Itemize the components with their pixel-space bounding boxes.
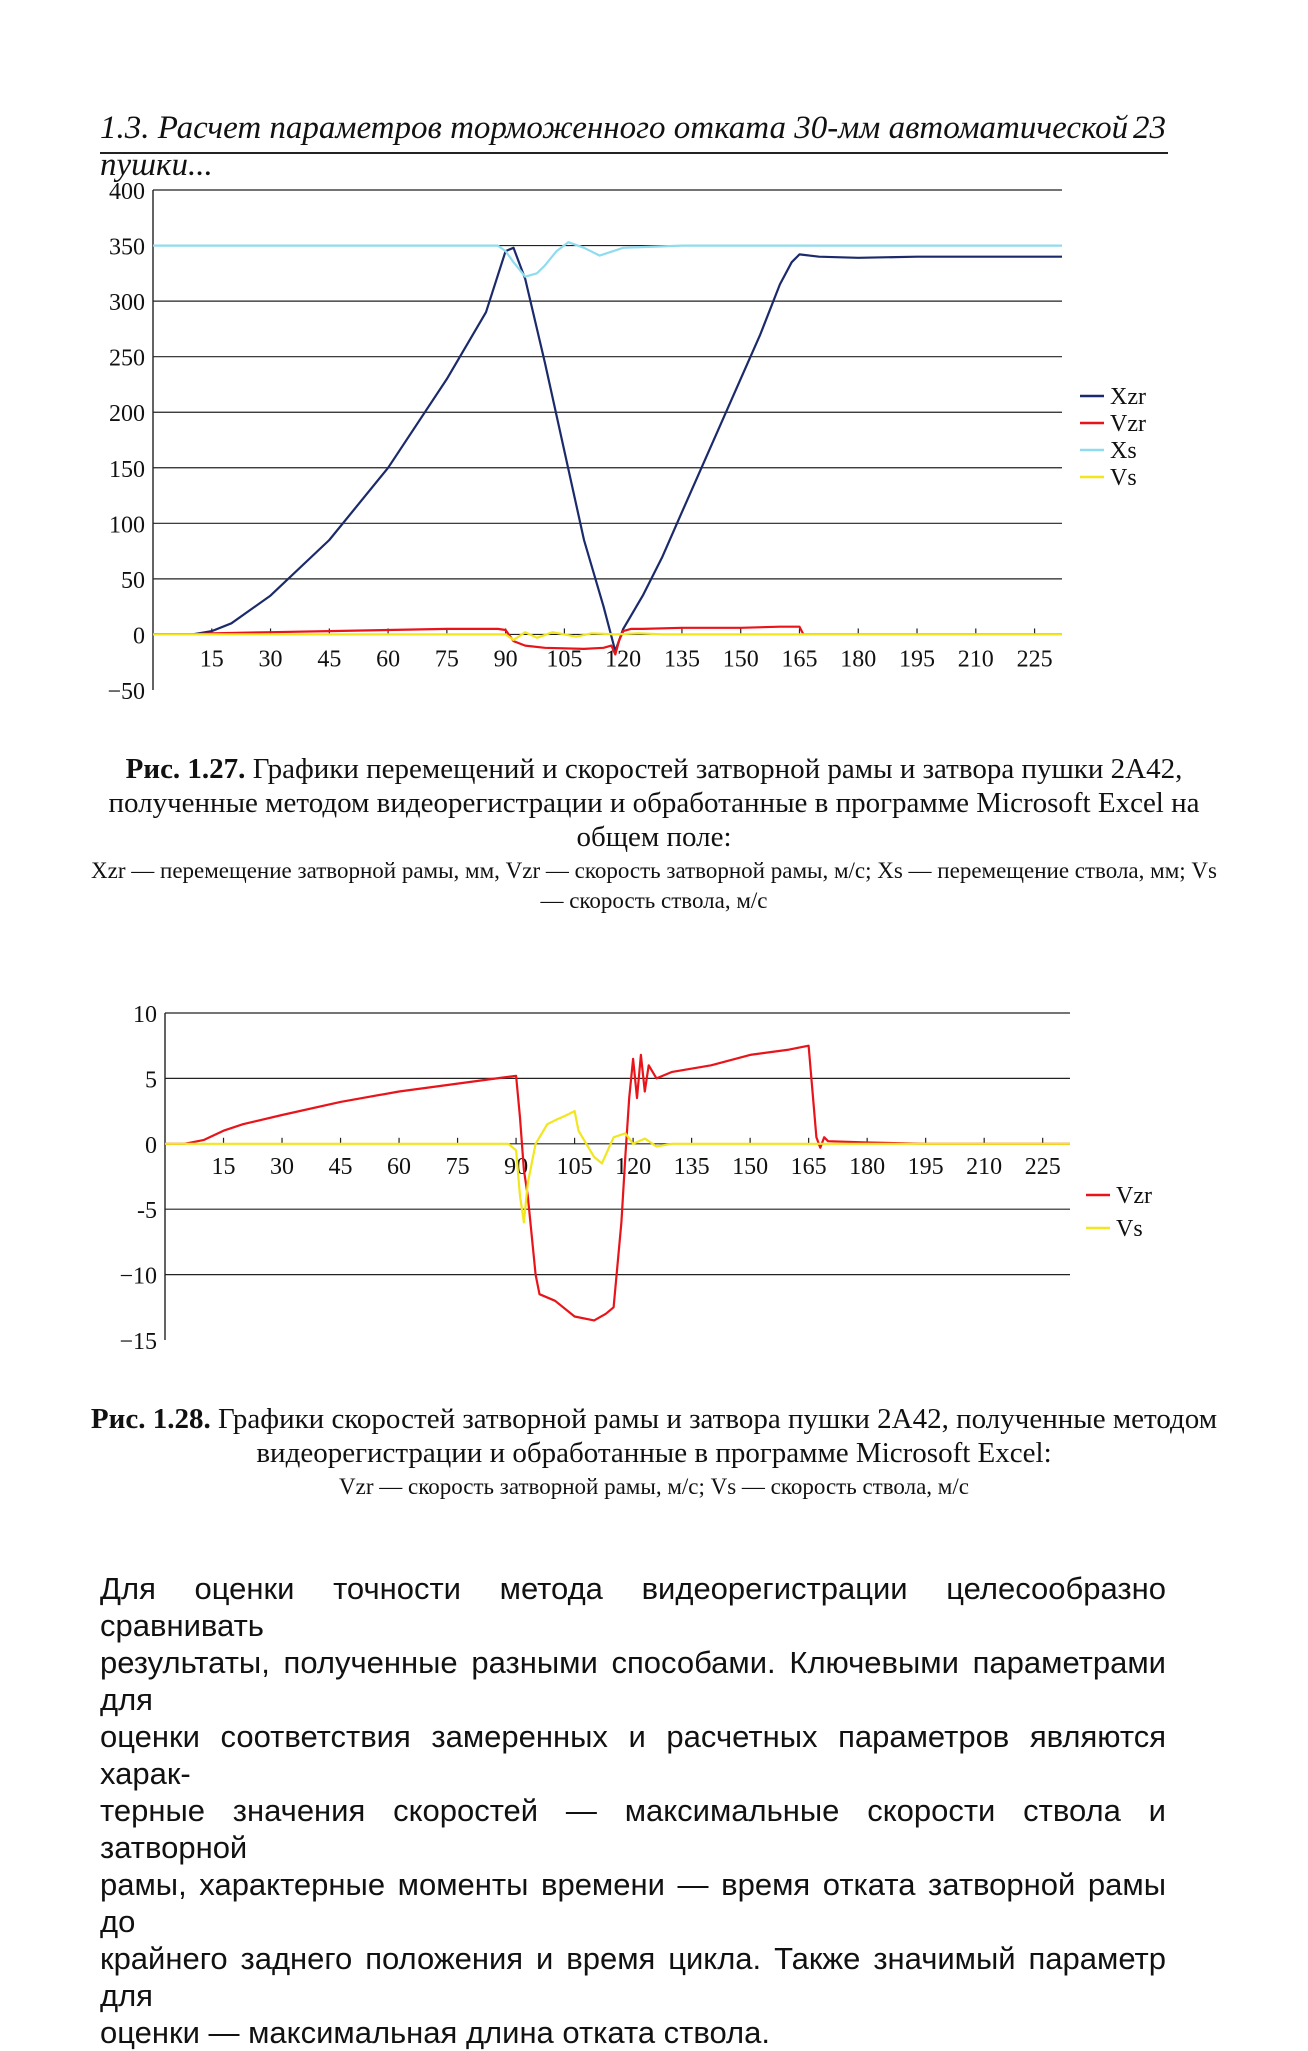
x-tick-label: 135 bbox=[663, 646, 700, 673]
body-line: крайнего заднего положения и время цикла. Также значимый параметр для bbox=[100, 1941, 1166, 2013]
y-tick-label: -5 bbox=[137, 1198, 157, 1225]
figure-2-caption-label: Рис. 1.28. bbox=[90, 1403, 211, 1435]
x-tick-label: 225 bbox=[1024, 1153, 1061, 1180]
x-tick-label: 180 bbox=[849, 1153, 886, 1180]
x-tick-label: 30 bbox=[270, 1153, 295, 1180]
body-line: результаты, полученные разными способами. Ключевыми параметрами для bbox=[100, 1645, 1166, 1717]
x-tick-label: 150 bbox=[722, 646, 759, 673]
x-tick-label: 210 bbox=[966, 1153, 1003, 1180]
y-tick-label: −50 bbox=[107, 679, 145, 705]
figure-1-caption bbox=[80, 752, 1228, 916]
figure-1-caption-legend: Xzr — перемещение затворной рамы, мм, Vzr — скорость затворной рамы, м/с; Xs — перемещение ствола, мм; Vs — скорость ствола, м/с bbox=[91, 858, 1217, 913]
legend-label-xzr: Xzr bbox=[1110, 384, 1146, 410]
x-tick-label: 30 bbox=[258, 646, 283, 673]
x-tick-label: 135 bbox=[673, 1153, 710, 1180]
series-line-xs bbox=[153, 242, 1062, 277]
x-tick-label: 165 bbox=[781, 646, 818, 673]
y-tick-label: −10 bbox=[119, 1263, 157, 1290]
x-tick-label: 75 bbox=[434, 646, 459, 673]
x-tick-label: 60 bbox=[387, 1153, 412, 1180]
x-tick-label: 60 bbox=[376, 646, 401, 673]
y-tick-label: 400 bbox=[109, 179, 145, 205]
x-tick-label: 75 bbox=[445, 1153, 470, 1180]
x-tick-label: 165 bbox=[790, 1153, 827, 1180]
figure-1-caption-label: Рис. 1.27. bbox=[125, 753, 246, 785]
y-tick-label: 200 bbox=[109, 401, 145, 428]
figure-2-caption-text: Графики скоростей затворной рамы и затвора пушки 2А42, полученные методом видеорегистрации и обработанные в программе Microsoft Excel: bbox=[217, 1403, 1218, 1469]
x-tick-label: 45 bbox=[317, 646, 342, 673]
x-tick-label: 210 bbox=[957, 646, 994, 673]
page-number: 23 bbox=[1133, 110, 1166, 146]
y-tick-label: 0 bbox=[133, 623, 145, 650]
series-line-vs bbox=[153, 632, 1062, 640]
body-paragraph bbox=[100, 1570, 1166, 2051]
y-tick-label: 0 bbox=[145, 1132, 157, 1159]
y-tick-label: 250 bbox=[109, 345, 145, 372]
y-tick-label: 150 bbox=[109, 456, 145, 483]
figure-2-caption-legend: Vzr — скорость затворной рамы, м/с; Vs — скорость ствола, м/с bbox=[339, 1474, 969, 1499]
legend-label-vzr: Vzr bbox=[1116, 1183, 1152, 1209]
y-tick-label: 10 bbox=[133, 1002, 157, 1028]
legend-label-vzr: Vzr bbox=[1110, 411, 1146, 437]
y-tick-label: 5 bbox=[145, 1067, 157, 1094]
legend-label-xs: Xs bbox=[1110, 438, 1137, 464]
y-tick-label: 350 bbox=[109, 234, 145, 261]
x-tick-label: 15 bbox=[211, 1153, 236, 1180]
x-tick-label: 195 bbox=[899, 646, 936, 673]
figure-1-chart bbox=[0, 160, 1308, 720]
x-tick-label: 225 bbox=[1016, 646, 1053, 673]
y-tick-label: 100 bbox=[109, 512, 145, 539]
x-tick-label: 120 bbox=[605, 646, 642, 673]
series-line-vzr bbox=[165, 1046, 1070, 1321]
legend-label-vs: Vs bbox=[1110, 465, 1137, 491]
figure-1-caption-text: Графики перемещений и скоростей затворной рамы и затвора пушки 2А42, полученные методом видеорегистрации и обработанные в программе Microsoft Excel на общем поле: bbox=[108, 753, 1200, 853]
legend-label-vs: Vs bbox=[1116, 1216, 1143, 1242]
body-line: оценки соответствия замеренных и расчетных параметров являются харак- bbox=[100, 1719, 1166, 1791]
y-tick-label: −15 bbox=[119, 1329, 157, 1355]
figure-2-caption bbox=[80, 1402, 1228, 1502]
running-header bbox=[100, 108, 1168, 183]
body-line: оценки — максимальная длина отката ствола. bbox=[100, 2015, 770, 2050]
body-line: рамы, характерные моменты времени — время отката затворной рамы до bbox=[100, 1867, 1166, 1939]
body-line: терные значения скоростей — максимальные скорости ствола и затворной bbox=[100, 1793, 1166, 1865]
x-tick-label: 45 bbox=[328, 1153, 353, 1180]
x-tick-label: 90 bbox=[493, 646, 518, 673]
series-line-xzr bbox=[153, 248, 1062, 651]
x-tick-label: 195 bbox=[907, 1153, 944, 1180]
x-tick-label: 105 bbox=[546, 646, 583, 673]
x-tick-label: 90 bbox=[504, 1153, 529, 1180]
y-tick-label: 50 bbox=[121, 567, 145, 594]
x-tick-label: 105 bbox=[556, 1153, 593, 1180]
x-tick-label: 150 bbox=[732, 1153, 769, 1180]
figure-2-chart bbox=[0, 975, 1308, 1375]
x-tick-label: 180 bbox=[840, 646, 877, 673]
body-line: Для оценки точности метода видеорегистрации целесообразно сравнивать bbox=[100, 1571, 1166, 1643]
x-tick-label: 15 bbox=[199, 646, 224, 673]
header-title: 1.3. Расчет параметров торможенного отката 30-мм автоматической пушки... bbox=[100, 110, 1129, 183]
x-tick-label: 120 bbox=[615, 1153, 652, 1180]
y-tick-label: 300 bbox=[109, 290, 145, 317]
